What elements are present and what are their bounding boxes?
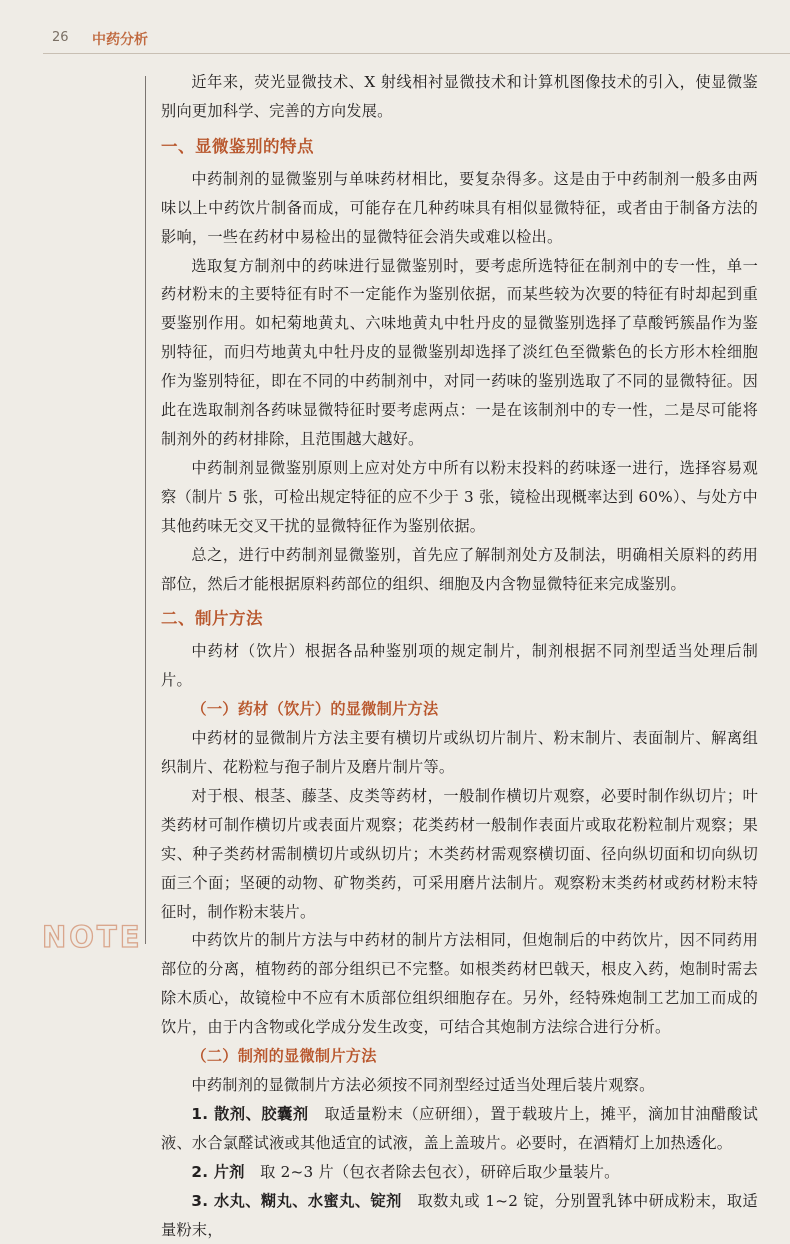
list-item-text: 取数丸或 1~2 锭，分别置乳钵中研成粉末，取适量粉末， xyxy=(161,1191,758,1239)
list-item-label: 1. 散剂、胶囊剂 xyxy=(191,1104,309,1123)
header-rule xyxy=(43,53,790,54)
subsection-heading-preparation-slides: （二）制剂的显微制片方法 xyxy=(191,1047,377,1066)
paragraph: 总之，进行中药制剂显微鉴别，首先应了解制剂处方及制法，明确相关原料的药用部位，然后才能根据原料药部位的组织、细胞及内含物显微特征来完成鉴别。 xyxy=(161,545,758,593)
page-header xyxy=(0,0,790,62)
section-heading-slide-methods: 二、制片方法 xyxy=(161,609,263,629)
paragraph: 中药饮片的制片方法与中药材的制片方法相同，但炮制后的中药饮片，因不同药用部位的分离，植物药的部分组织已不完整。如根类药材巴戟天，根皮入药，炮制时需去除木质心，故镜检中不应有木质部位组织细胞存在。另外，经特殊炮制工艺加工而成的饮片，由于内含物或化学成分发生改变，可结合其炮制方法综合进行分析。 xyxy=(161,931,758,1037)
intro-paragraph: 近年来，荧光显微技术、X 射线相衬显微技术和计算机图像技术的引入，使显微鉴别向更加科学、完善的方向发展。 xyxy=(161,73,758,120)
list-item-label: 2. 片剂 xyxy=(191,1162,245,1181)
page-content xyxy=(161,68,758,1244)
paragraph: 中药材（饮片）根据各品种鉴别项的规定制片，制剂根据不同剂型适当处理后制片。 xyxy=(161,642,758,690)
paragraph: 中药制剂的显微制片方法必须按不同剂型经过适当处理后装片观察。 xyxy=(191,1076,655,1094)
list-item xyxy=(161,1158,758,1187)
list-item-text: 取适量粉末（应研细），置于载玻片上，摊平，滴加甘油醋酸试液、水合氯醛试液或其他适宜的试液，盖上盖玻片。必要时，在酒精灯上加热透化。 xyxy=(161,1104,759,1152)
paragraph: 选取复方制剂中的药味进行显微鉴别时，要考虑所选特征在制剂中的专一性，单一药材粉末的主要特征有时不一定能作为鉴别依据，而某些较为次要的特征有时却起到重要鉴别作用。如杞菊地黄丸、六味地黄丸中牡丹皮的显微鉴别选择了草酸钙簇晶作为鉴别特征，而归芍地黄丸中牡丹皮的显微鉴别却选择了淡红色至微紫色的长方形木栓细胞作为鉴别特征，即在不同的中药制剂中，对同一药味的鉴别选取了不同的显微特征。因此在选取制剂各药味显微特征时要考虑两点：一是在该制剂中的专一性，二是尽可能将制剂外的药材排除，且范围越大越好。 xyxy=(161,256,758,448)
subsection-heading-herb-slides: （一）药材（饮片）的显微制片方法 xyxy=(191,700,439,719)
list-item-label: 3. 水丸、糊丸、水蜜丸、锭剂 xyxy=(191,1191,402,1210)
list-item xyxy=(161,1100,758,1158)
margin-rule xyxy=(145,76,146,944)
paragraph: 中药制剂的显微鉴别与单味药材相比，要复杂得多。这是由于中药制剂一般多由两味以上中药饮片制备而成，可能存在几种药味具有相似显微特征，或者由于制备方法的影响，一些在药材中易检出的显微特征会消失或难以检出。 xyxy=(161,169,758,246)
note-margin-mark: NOTE xyxy=(42,920,143,954)
running-title: 中药分析 xyxy=(92,32,148,48)
paragraph: 中药制剂显微鉴别原则上应对处方中所有以粉末投料的药味逐一进行，选择容易观察（制片 5 张，可检出规定特征的应不少于 3 张，镜检出现概率达到 60%）、与处方中其他药味无交叉干扰的显微特征作为鉴别依据。 xyxy=(161,458,758,535)
paragraph: 对于根、根茎、藤茎、皮类等药材，一般制作横切片观察，必要时制作纵切片；叶类药材可制作横切片或表面片观察；花类药材一般制作表面片或取花粉粒制片观察；果实、种子类药材需制横切片或纵切片；木类药材需观察横切面、径向纵切面和切向纵切面三个面；坚硬的动物、矿物类药，可采用磨片法制片。观察粉末类药材或药材粉末特征时，制作粉末装片。 xyxy=(161,786,758,921)
section-heading-features: 一、显微鉴别的特点 xyxy=(161,136,314,156)
page-number: 26 xyxy=(52,30,69,45)
list-item-text: 取 2~3 片（包衣者除去包衣），研碎后取少量装片。 xyxy=(260,1162,620,1181)
list-item xyxy=(161,1187,758,1244)
paragraph: 中药材的显微制片方法主要有横切片或纵切片制片、粉末制片、表面制片、解离组织制片、花粉粒与孢子制片及磨片制片等。 xyxy=(161,729,758,777)
